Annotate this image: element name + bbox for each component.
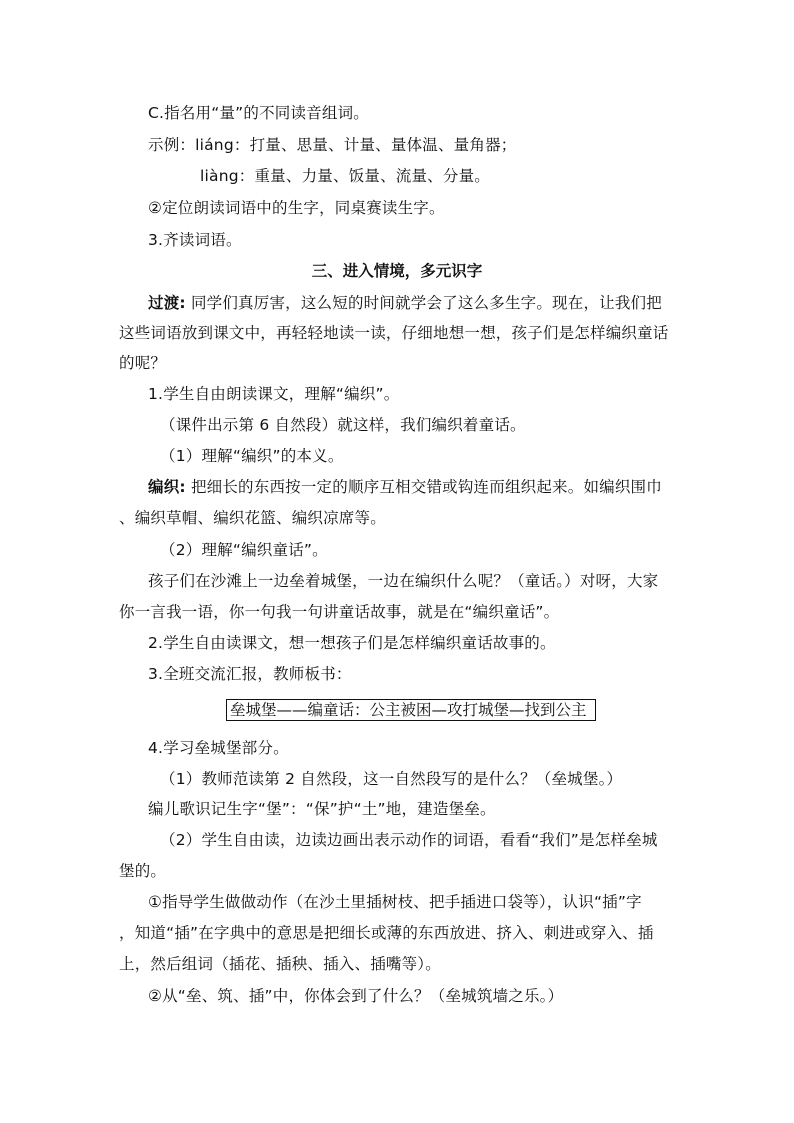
text-line <box>148 293 662 313</box>
text-line: 这些词语放到课文中，再轻轻地读一读，仔细地想一想，孩子们是怎样编织童话 <box>119 324 669 342</box>
text-line: 2.学生自由读课文，想一想孩子们是怎样编织童话故事的。 <box>148 634 556 652</box>
text-line <box>148 477 662 497</box>
text-line: ，知道“插”在字典中的意思是把细长或薄的东西放进、挤入、刺进或穿入、插 <box>119 924 654 942</box>
text-line: 3.全班交流汇报，教师板书： <box>148 665 352 683</box>
text-line: 孩子们在沙滩上一边垒着城堡，一边在编织什么呢？（童话。）对呀，大家 <box>148 572 659 590</box>
text-line: （2）学生自由读，边读边画出表示动作的词语，看看“我们”是怎样垒城 <box>160 831 658 849</box>
text-line: 编儿歌识记生字“堡”：“保”护“土”地，建造堡垒。 <box>148 800 496 818</box>
term-text: 把细长的东西按一定的顺序互相交错或钩连而组织起来。如编织围巾 <box>190 478 662 496</box>
text-line: 你一言我一语，你一句我一句讲童话故事，就是在“编织童话”。 <box>119 603 560 621</box>
text-line: 1.学生自由朗读课文，理解“编织”。 <box>148 385 400 403</box>
text-line: （课件出示第 6 自然段）就这样，我们编织着童话。 <box>160 416 526 434</box>
text-line: 堡的。 <box>119 862 167 880</box>
text-line: 示例：liáng：打量、思量、计量、量体温、量角器； <box>148 136 517 154</box>
text-line: ①指导学生做做动作（在沙土里插树枝、把手插进口袋等），认识“插”字 <box>148 893 642 911</box>
text-line: （2）理解“编织童话”。 <box>160 541 328 559</box>
term-text: 同学们真厉害，这么短的时间就学会了这么多生字。现在，让我们把 <box>190 294 662 312</box>
text-line: 的呢？ <box>119 354 167 372</box>
text-line: 3.齐读词语。 <box>148 231 242 249</box>
term-label: 过渡: <box>148 294 186 312</box>
section-heading: 三、进入情境，多元识字 <box>311 262 483 280</box>
text-line: 上，然后组词（插花、插秧、插入、插嘴等）。 <box>119 955 441 973</box>
term-label: 编织: <box>148 478 186 496</box>
text-line: C.指名用“量”的不同读音组词。 <box>148 104 370 122</box>
text-line: 4.学习垒城堡部分。 <box>148 739 289 757</box>
blackboard-box: 垒城堡——编童话：公主被困—攻打城堡—找到公主 <box>226 699 596 721</box>
text-line: liàng：重量、力量、饭量、流量、分量。 <box>200 167 490 185</box>
text-line: ②定位朗读词语中的生字，同桌赛读生字。 <box>148 199 445 217</box>
text-line: （1）理解“编织”的本义。 <box>160 447 344 465</box>
text-line: （1）教师范读第 2 自然段，这一自然段写的是什么？（垒城堡。） <box>160 770 623 788</box>
text-line: ②从“垒、筑、插”中，你体会到了什么？（垒城筑墙之乐。） <box>148 987 564 1005</box>
text-line: 、编织草帽、编织花篮、编织凉席等。 <box>119 509 386 527</box>
